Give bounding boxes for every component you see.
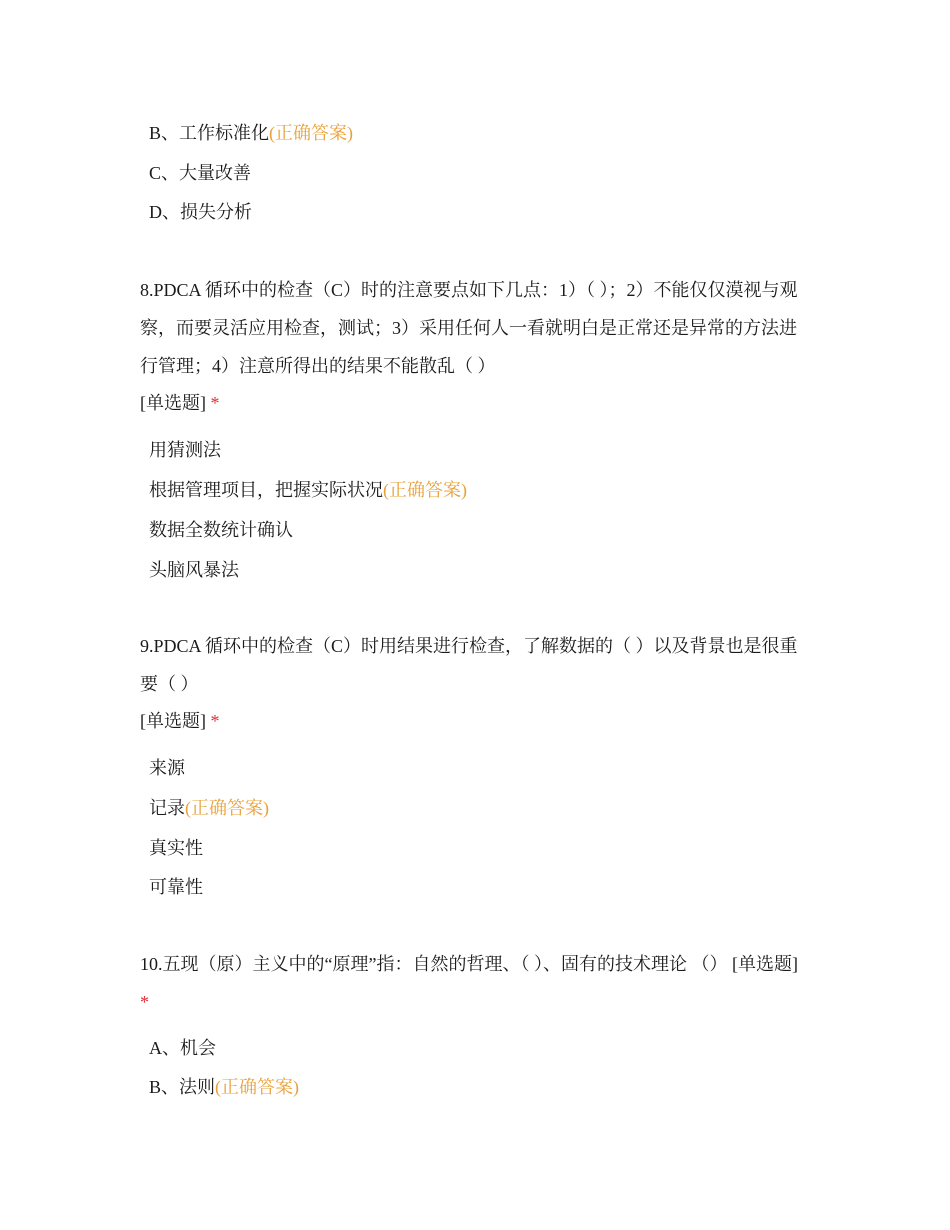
option-q8-2 [149,478,467,502]
option-label: D、损失分析 [149,202,252,222]
option-q9-4 [149,875,203,899]
question-10-text: 10.五现（原）主义中的“原理”指：自然的哲理、（ ）、固有的技术理论 （） [单选题] [140,954,798,974]
option-label: 数据全数统计确认 [149,520,293,540]
option-label: C、大量改善 [149,163,252,183]
option-q10-b [149,1075,299,1099]
option-q8-4 [149,558,239,582]
question-9-text: 9.PDCA 循环中的检查（C）时用结果进行检查，了解数据的（ ）以及背景也是很重要（ ） [140,636,798,694]
option-label: 头脑风暴法 [149,560,239,580]
required-marker: * [210,711,220,731]
option-q9-3 [149,836,203,860]
option-q7-b [149,121,353,145]
option-label: 记录 [149,798,185,818]
required-marker: * [210,393,220,413]
option-label: 可靠性 [149,877,203,897]
question-8-type [140,391,220,415]
option-label: 根据管理项目，把握实际状况 [149,480,383,500]
correct-answer-marker: (正确答案) [383,480,467,500]
option-label: B、工作标准化 [149,123,270,143]
option-q7-c [149,161,251,185]
option-q7-d [149,200,252,224]
option-label: 真实性 [149,838,203,858]
question-8-text: 8.PDCA 循环中的检查（C）时的注意要点如下几点：1）（ ）；2）不能仅仅漠视与观察，而要灵活应用检查，测试；3）采用任何人一看就明白是正常还是异常的方法进行管理；4）注意所得出的结果不能散乱（ ） [140,280,798,376]
option-label: 来源 [149,758,185,778]
correct-answer-marker: (正确答案) [215,1077,300,1097]
question-10 [140,945,810,1021]
option-q8-1 [149,438,221,462]
option-q8-3 [149,518,293,542]
question-9-type [140,709,220,733]
option-label: B、法则 [149,1077,216,1097]
required-marker: * [140,992,149,1012]
question-type-label: [单选题] [140,393,206,413]
correct-answer-marker: (正确答案) [185,798,269,818]
option-q9-2 [149,796,269,820]
question-type-label: [单选题] [140,711,206,731]
option-label: 用猜测法 [149,440,221,460]
option-q10-a [149,1036,216,1060]
option-q9-1 [149,756,185,780]
option-label: A、机会 [149,1038,216,1058]
correct-answer-marker: (正确答案) [269,123,354,143]
